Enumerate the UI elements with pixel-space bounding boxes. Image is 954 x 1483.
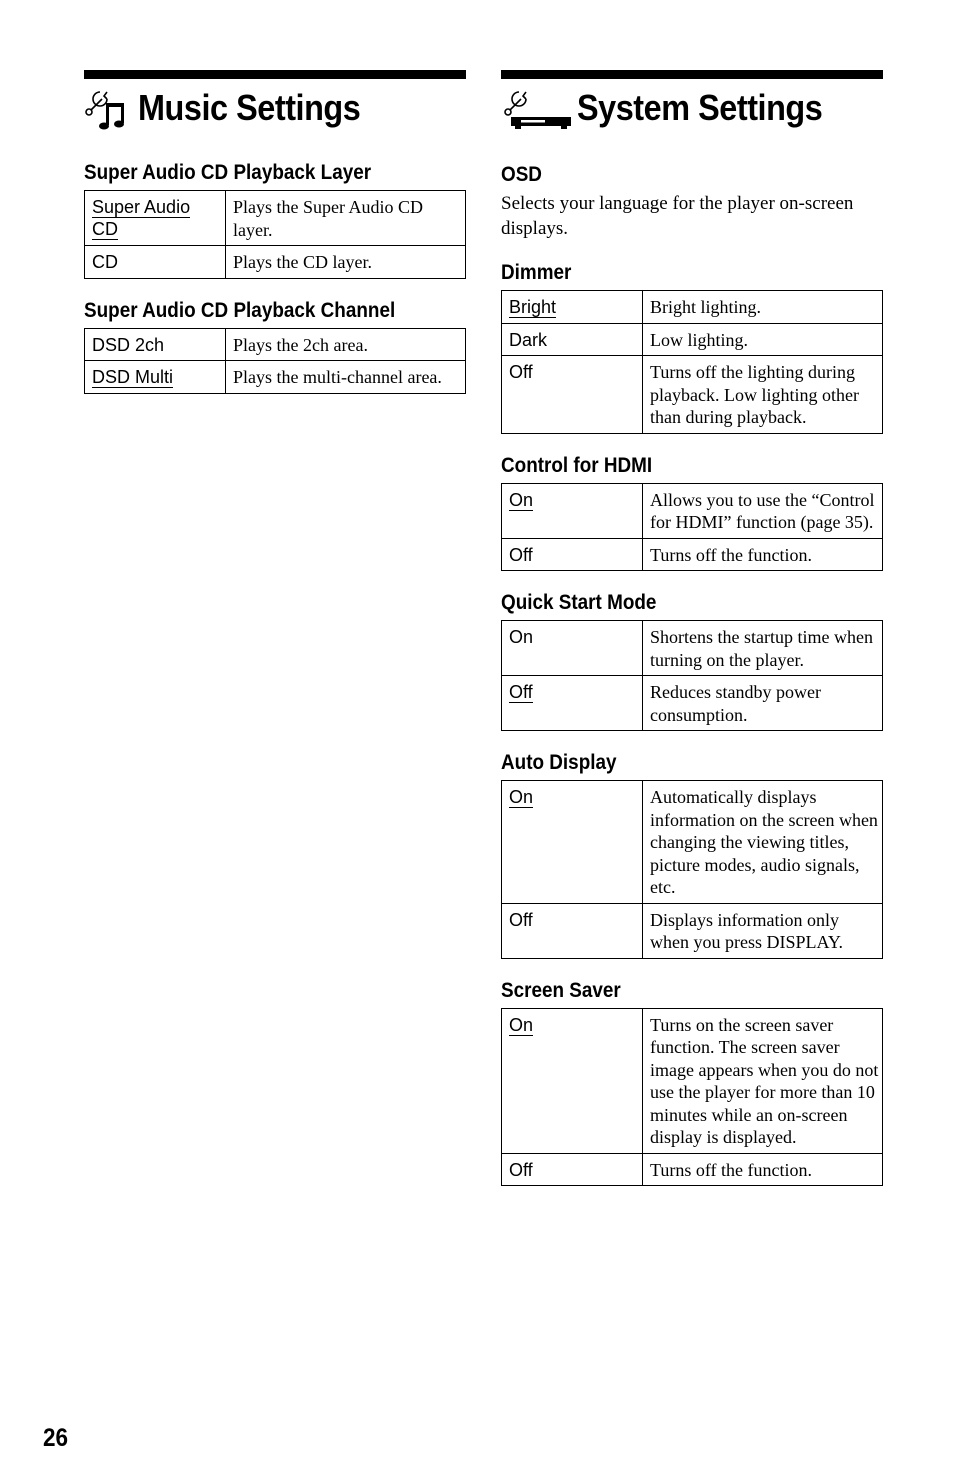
option-description: Turns on the screen saver function. The screen saver image appears when you do not use the player for more than 10 minutes while an on-screen display is displayed. [643,1008,883,1153]
table-row [502,538,883,571]
table-row [85,328,466,361]
option-name-cell [502,1008,643,1153]
system-settings-heading: System Settings [577,87,823,128]
table-row [502,781,883,904]
option-description: Allows you to use the “Control for HDMI” function (page 35). [643,483,883,538]
options-table [84,190,466,279]
section-title-rule [501,70,883,79]
setting-heading: Screen Saver [501,978,621,1002]
option-description: Low lighting. [643,323,883,356]
option-description: Turns off the lighting during playback. Low lighting other than during playback. [643,356,883,434]
options-table [501,1008,883,1187]
option-name-cell [502,538,643,571]
option-description: Plays the Super Audio CD layer. [226,191,466,246]
music-settings-title [84,79,466,137]
setting-super-audio-cd-playback-channel [84,299,466,394]
default-option-label: Super Audio CD [92,197,191,239]
option-description: Plays the CD layer. [226,246,466,279]
option-description: Automatically displays information on the screen when changing the viewing titles, picture modes, audio signals, etc. [643,781,883,904]
setting-dimmer [501,261,883,434]
setting-super-audio-cd-playback-layer [84,161,466,279]
setting-heading: Super Audio CD Playback Layer [84,161,372,184]
table-row [502,903,883,958]
setting-auto-display [501,751,883,959]
system-settings-column [501,70,883,1186]
wrench-music-note-icon [84,83,138,133]
table-row [502,1008,883,1153]
default-option-label: DSD Multi [92,367,174,387]
setting-heading: Auto Display [501,751,617,774]
option-label: DSD 2ch [92,334,165,355]
option-label: CD [92,252,118,272]
table-row [502,676,883,731]
setting-heading: Quick Start Mode [501,591,657,614]
setting-heading: Super Audio CD Playback Channel [84,298,396,322]
option-name-cell [85,246,226,279]
options-table [501,620,883,731]
option-label: Off [509,362,533,382]
table-row [502,323,883,356]
table-row [85,246,466,279]
table-row [502,1153,883,1186]
options-table [501,780,883,959]
option-description: Plays the multi-channel area. [226,361,466,394]
option-name-cell [85,328,226,361]
setting-quick-start-mode [501,591,883,731]
default-option-label: Off [509,682,533,702]
option-label: Off [509,1159,533,1180]
option-name-cell [502,781,643,904]
osd-heading: OSD [501,163,542,186]
option-description: Bright lighting. [643,291,883,324]
option-name-cell [502,903,643,958]
options-table [84,328,466,394]
default-option-label: On [509,787,534,807]
option-name-cell [502,1153,643,1186]
setting-control-for-hdmi [501,454,883,572]
option-label: Off [509,909,533,930]
option-label: Dark [509,329,548,350]
option-name-cell [502,291,643,324]
option-description: Turns off the function. [643,1153,883,1186]
options-table [501,483,883,572]
option-label: Off [509,544,533,565]
option-description: Shortens the startup time when turning on the player. [643,621,883,676]
wrench-player-device-icon [501,83,577,133]
option-description: Plays the 2ch area. [226,328,466,361]
option-name-cell [85,361,226,394]
table-row [85,361,466,394]
default-option-label: On [509,489,534,510]
table-row [502,356,883,434]
system-sections [501,261,883,1186]
option-description: Turns off the function. [643,538,883,571]
table-row [502,291,883,324]
option-name-cell [502,621,643,676]
options-table [501,290,883,434]
osd-section [501,163,883,241]
system-settings-title [501,79,883,137]
option-label: On [509,627,534,647]
setting-heading: Dimmer [501,261,572,284]
option-name-cell [502,356,643,434]
option-name-cell [502,323,643,356]
page-number: 26 [43,1424,69,1452]
osd-description: Selects your language for the player on-screen displays. [501,193,854,239]
option-name-cell [502,483,643,538]
table-row [502,621,883,676]
option-description: Reduces standby power consumption. [643,676,883,731]
table-row [502,483,883,538]
option-name-cell [502,676,643,731]
music-settings-column [84,70,466,394]
section-title-rule [84,70,466,79]
option-description: Displays information only when you press DISPLAY. [643,903,883,958]
setting-heading: Control for HDMI [501,453,653,477]
setting-screen-saver [501,979,883,1187]
default-option-label: Bright [509,297,557,317]
table-row [85,191,466,246]
music-settings-heading: Music Settings [138,87,361,128]
default-option-label: On [509,1014,534,1035]
option-name-cell [85,191,226,246]
music-sections [84,161,466,394]
